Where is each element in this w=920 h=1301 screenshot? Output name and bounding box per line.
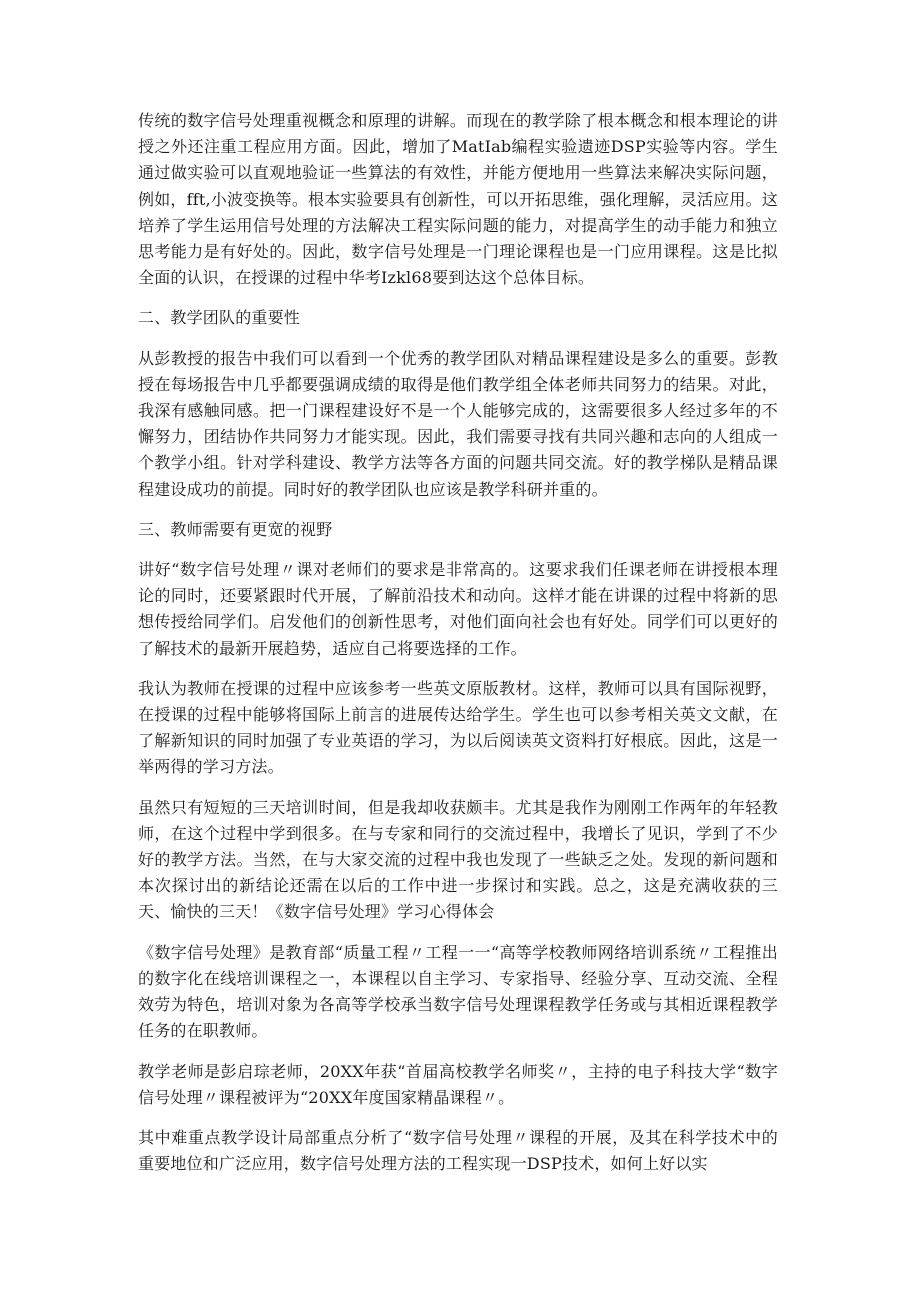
paragraph-team: 从彭教授的报告中我们可以看到一个优秀的教学团队对精品课程建设是多么的重要。彭教授在每场报告中几乎都要强调成绩的取得是他们教学组全体老师共同努力的结果。对此，我深有感触同感。把一门课程建设好不是一个人能够完成的，这需要很多人经过多年的不懈努力，团结协作共同努力才能实现。因此，我们需要寻找有共同兴趣和志向的人组成一个教学小组。针对学科建设、教学方法等各方面的问题共同交流。好的教学梯队是精品课程建设成功的前提。同时好的教学团队也应该是教学科研并重的。 [138,348,778,499]
paragraph-vision-2: 我认为教师在授课的过程中应该参考一些英文原版教材。这样，教师可以具有国际视野，在授课的过程中能够将国际上前言的进展传达给学生。学生也可以参考相关英文文献，在了解新知识的同时加强了专业英语的学习，为以后阅读英文资料打好根底。因此，这是一举两得的学习方法。 [138,678,778,777]
paragraph-design: 其中难重点教学设计局部重点分析了“数字信号处理〃课程的开展，及其在科学技术中的重要地位和广泛应用，数字信号处理方法的工程实现一DSP技术，如何上好以实 [138,1127,778,1174]
paragraph-summary: 虽然只有短短的三天培训时间，但是我却收获颇丰。尤其是我作为刚刚工作两年的年轻教师，在这个过程中学到很多。在与专家和同行的交流过程中，我增长了见识，学到了不少好的教学方法。当然，在与大家交流的过程中我也发现了一些缺乏之处。发现的新问题和本次探讨出的新结论还需在以后的工作中进一步探讨和实践。总之，这是充满收获的三天、愉快的三天！《数字信号处理》学习心得体会 [138,797,778,922]
document-page [138,108,778,1191]
paragraph-vision-1: 讲好“数字信号处理〃课对老师们的要求是非常高的。这要求我们任课老师在讲授根本理论的同时，还要紧跟时代开展，了解前沿技术和动向。这样才能在讲课的过程中将新的思想传授给同学们。启发他们的创新性思考，对他们面向社会也有好处。同学们可以更好的了解技术的最新开展趋势，适应自己将要选择的工作。 [138,560,778,658]
paragraph-teacher: 教学老师是彭启琮老师，20XX年获“首届高校教学名师奖〃，主持的电子科技大学“数字信号处理〃课程被评为“20XX年度国家精晶课程〃。 [138,1061,778,1107]
paragraph-intro: 传统的数字信号处理重视概念和原理的讲解。而现在的教学除了根本概念和根本理论的讲授之外还注重工程应用方面。因此，增加了MatIab编程实验遗迹DSP实验等内容。学生通过做实验可以直观地验证一些算法的有效性，并能方便地用一些算法来解决实际问题，例如，fft,小波变换等。根本实验要具有创新性，可以开拓思维，强化理解，灵活应用。这培养了学生运用信号处理的方法解决工程实际问题的能力，对提高学生的动手能力和独立思考能力是有好处的。因此，数字信号处理是一门理论课程也是一门应用课程。这是比拟全面的认识，在授课的过程中华考Izkl68要到达这个总体目标。 [138,111,778,288]
section-heading-vision: 三、教师需要有更宽的视野 [138,519,333,539]
paragraph-course-intro: 《数字信号处理》是教育部“质量工程〃工程一一“高等学校教师网络培训系统〃工程推出的数字化在线培训课程之一，本课程以自主学习、专家指导、经验分享、互动交流、全程效劳为特色，培训对象为各高等学校承当数字信号处理课程教学任务或与其相近课程教学任务的在职教师。 [138,942,778,1041]
section-heading-team: 二、教学团队的重要性 [138,308,301,328]
